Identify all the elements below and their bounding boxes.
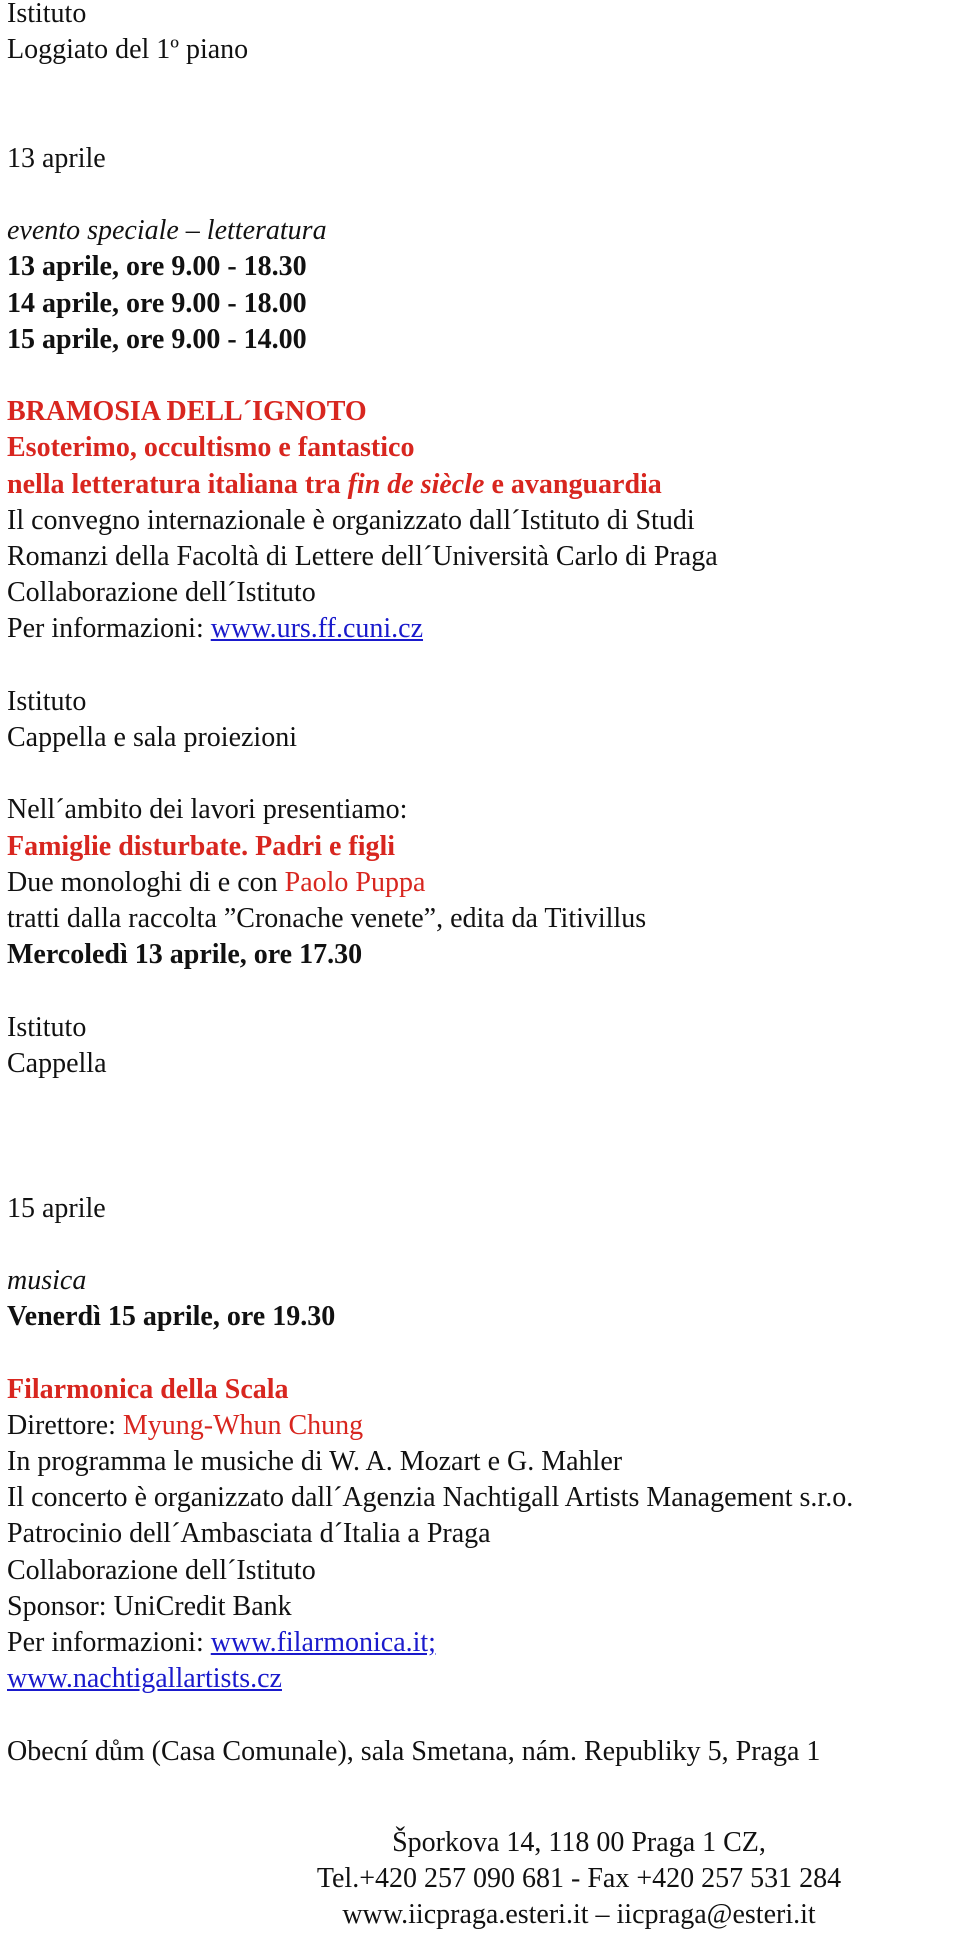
- venue-text: Istituto: [7, 0, 87, 29]
- event-category: evento speciale – letteratura: [7, 215, 327, 247]
- event-description: Due monologhi di e con Paolo Puppa: [7, 866, 426, 898]
- event-description: tratti dalla raccolta ”Cronache venete”, edita da Titivillus: [7, 902, 647, 934]
- room-text: Cappella: [7, 1047, 107, 1079]
- info-line: [7, 1661, 952, 1697]
- venue-text: Istituto: [7, 1011, 87, 1043]
- event-title: Filarmonica della Scala: [7, 1373, 289, 1405]
- conductor-line: Direttore: Myung-Whun Chung: [7, 1409, 364, 1441]
- schedule-line: 14 aprile, ore 9.00 - 18.00: [7, 287, 307, 319]
- event-title: Famiglie disturbate. Padri e figli: [7, 830, 396, 862]
- event-title: BRAMOSIA DELL´IGNOTO: [7, 396, 367, 428]
- info-link[interactable]: www.nachtigallartists.cz: [7, 1663, 282, 1695]
- schedule-line: 13 aprile, ore 9.00 - 18.30: [7, 251, 307, 283]
- event-intro: Nell´ambito dei lavori presentiamo:: [7, 794, 408, 826]
- document-page: [7, 0, 952, 1770]
- venue-text: Obecní dům (Casa Comunale), sala Smetana, nám. Republiky 5, Praga 1: [7, 1735, 821, 1767]
- event-subtitle-2: nella letteratura italiana tra fin de siècle e avanguardia: [7, 468, 662, 500]
- footer-phone: Tel.+420 257 090 681 - Fax +420 257 531 284: [316, 1863, 842, 1894]
- info-line: Per informazioni: www.urs.ff.cuni.cz: [7, 613, 424, 645]
- conductor-name: Myung-Whun Chung: [122, 1409, 364, 1441]
- collaboration-text: Collaborazione dell´Istituto: [7, 577, 316, 609]
- info-line: Per informazioni: www.filarmonica.it;: [7, 1626, 436, 1658]
- room-text: Cappella e sala proiezioni: [7, 721, 297, 753]
- event-when: Mercoledì 13 aprile, ore 17.30: [7, 939, 363, 971]
- sponsor-text: Sponsor: UniCredit Bank: [7, 1590, 292, 1622]
- performer-name: Paolo Puppa: [284, 866, 426, 898]
- info-link[interactable]: www.filarmonica.it;: [210, 1626, 436, 1658]
- event-description: Il convegno internazionale è organizzato dall´Istituto di Studi: [7, 504, 695, 536]
- patronage-text: Patrocinio dell´Ambasciata d´Italia a Praga: [7, 1518, 491, 1550]
- footer-address: Šporkova 14, 118 00 Praga 1 CZ,: [392, 1827, 766, 1858]
- footer-web: www.iicpraga.esteri.it – iicpraga@esteri.it: [342, 1899, 816, 1930]
- schedule-line: 15 aprile, ore 9.00 - 14.00: [7, 323, 307, 355]
- event-description: Romanzi della Facoltà di Lettere dell´Università Carlo di Praga: [7, 540, 718, 572]
- event-when: Venerdì 15 aprile, ore 19.30: [7, 1301, 336, 1333]
- collaboration-text: Collaborazione dell´Istituto: [7, 1554, 316, 1586]
- date-heading: 13 aprile: [7, 142, 106, 174]
- event-subtitle: Esoterimo, occultismo e fantastico: [7, 432, 415, 464]
- room-text: Loggiato del 1º piano: [7, 34, 249, 66]
- venue-text: Istituto: [7, 685, 87, 717]
- date-heading: 15 aprile: [7, 1192, 106, 1224]
- organizer-text: Il concerto è organizzato dall´Agenzia Nachtigall Artists Management s.r.o.: [7, 1482, 854, 1514]
- program-text: In programma le musiche di W. A. Mozart e G. Mahler: [7, 1445, 623, 1477]
- page-footer: [0, 1825, 960, 1933]
- event-category: musica: [7, 1264, 87, 1296]
- info-link[interactable]: www.urs.ff.cuni.cz: [210, 613, 424, 645]
